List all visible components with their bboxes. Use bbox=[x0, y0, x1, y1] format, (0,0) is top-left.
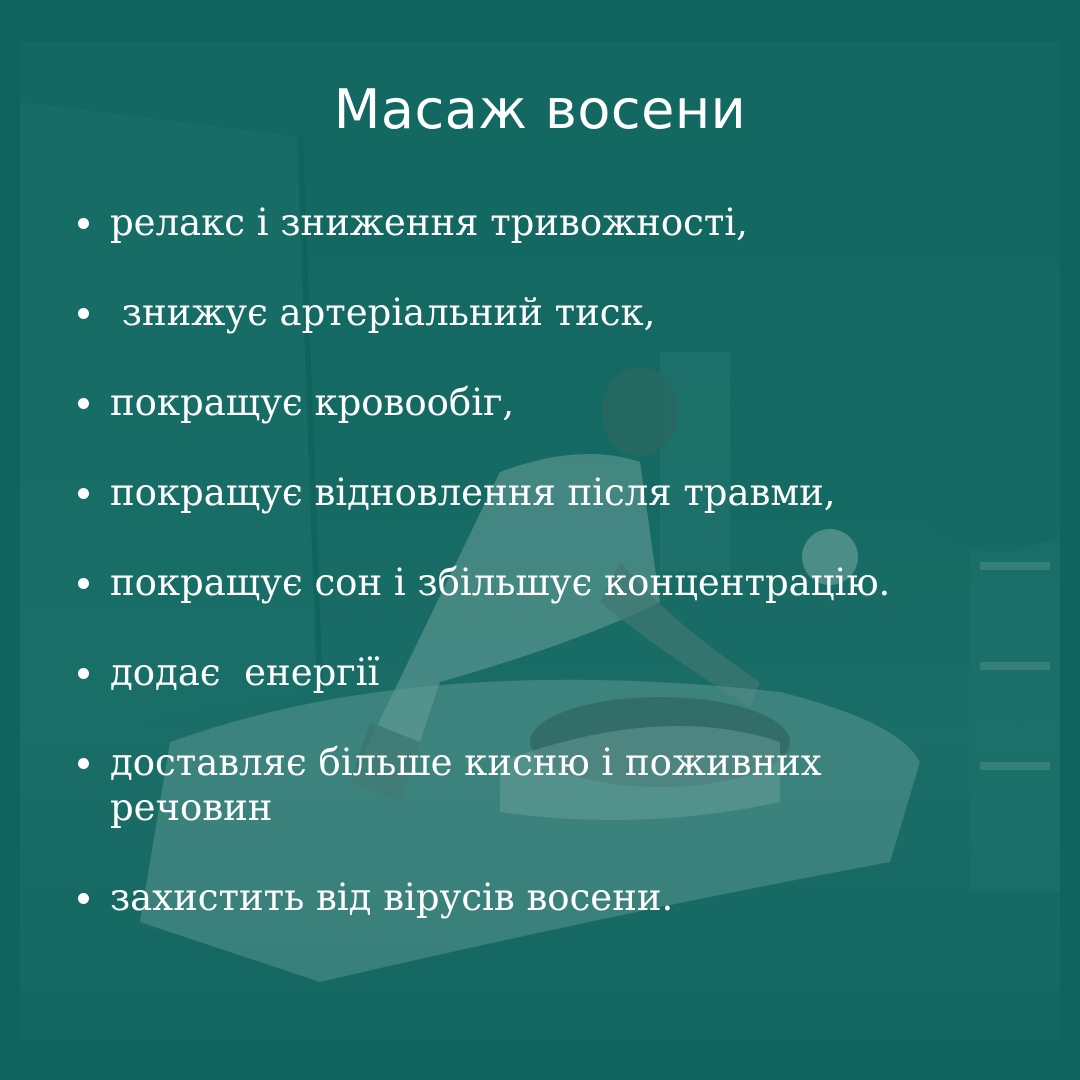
page-title: Масаж восени bbox=[333, 78, 747, 141]
list-item: релакс і зниження тривожності, bbox=[76, 200, 1036, 245]
list-item: додає енергії bbox=[76, 650, 1036, 695]
list-item: знижує артеріальний тиск, bbox=[76, 290, 1036, 335]
list-item: покращує кровообіг, bbox=[76, 380, 1036, 425]
list-item: покращує сон і збільшує концентрацію. bbox=[76, 560, 1036, 605]
list-item: доставляє більше кисню і поживних речовин bbox=[76, 740, 910, 830]
list-item: покращує відновлення після травми, bbox=[76, 470, 1036, 515]
list-item: захистить від вірусів восени. bbox=[76, 875, 1036, 920]
benefits-list bbox=[76, 200, 1036, 965]
